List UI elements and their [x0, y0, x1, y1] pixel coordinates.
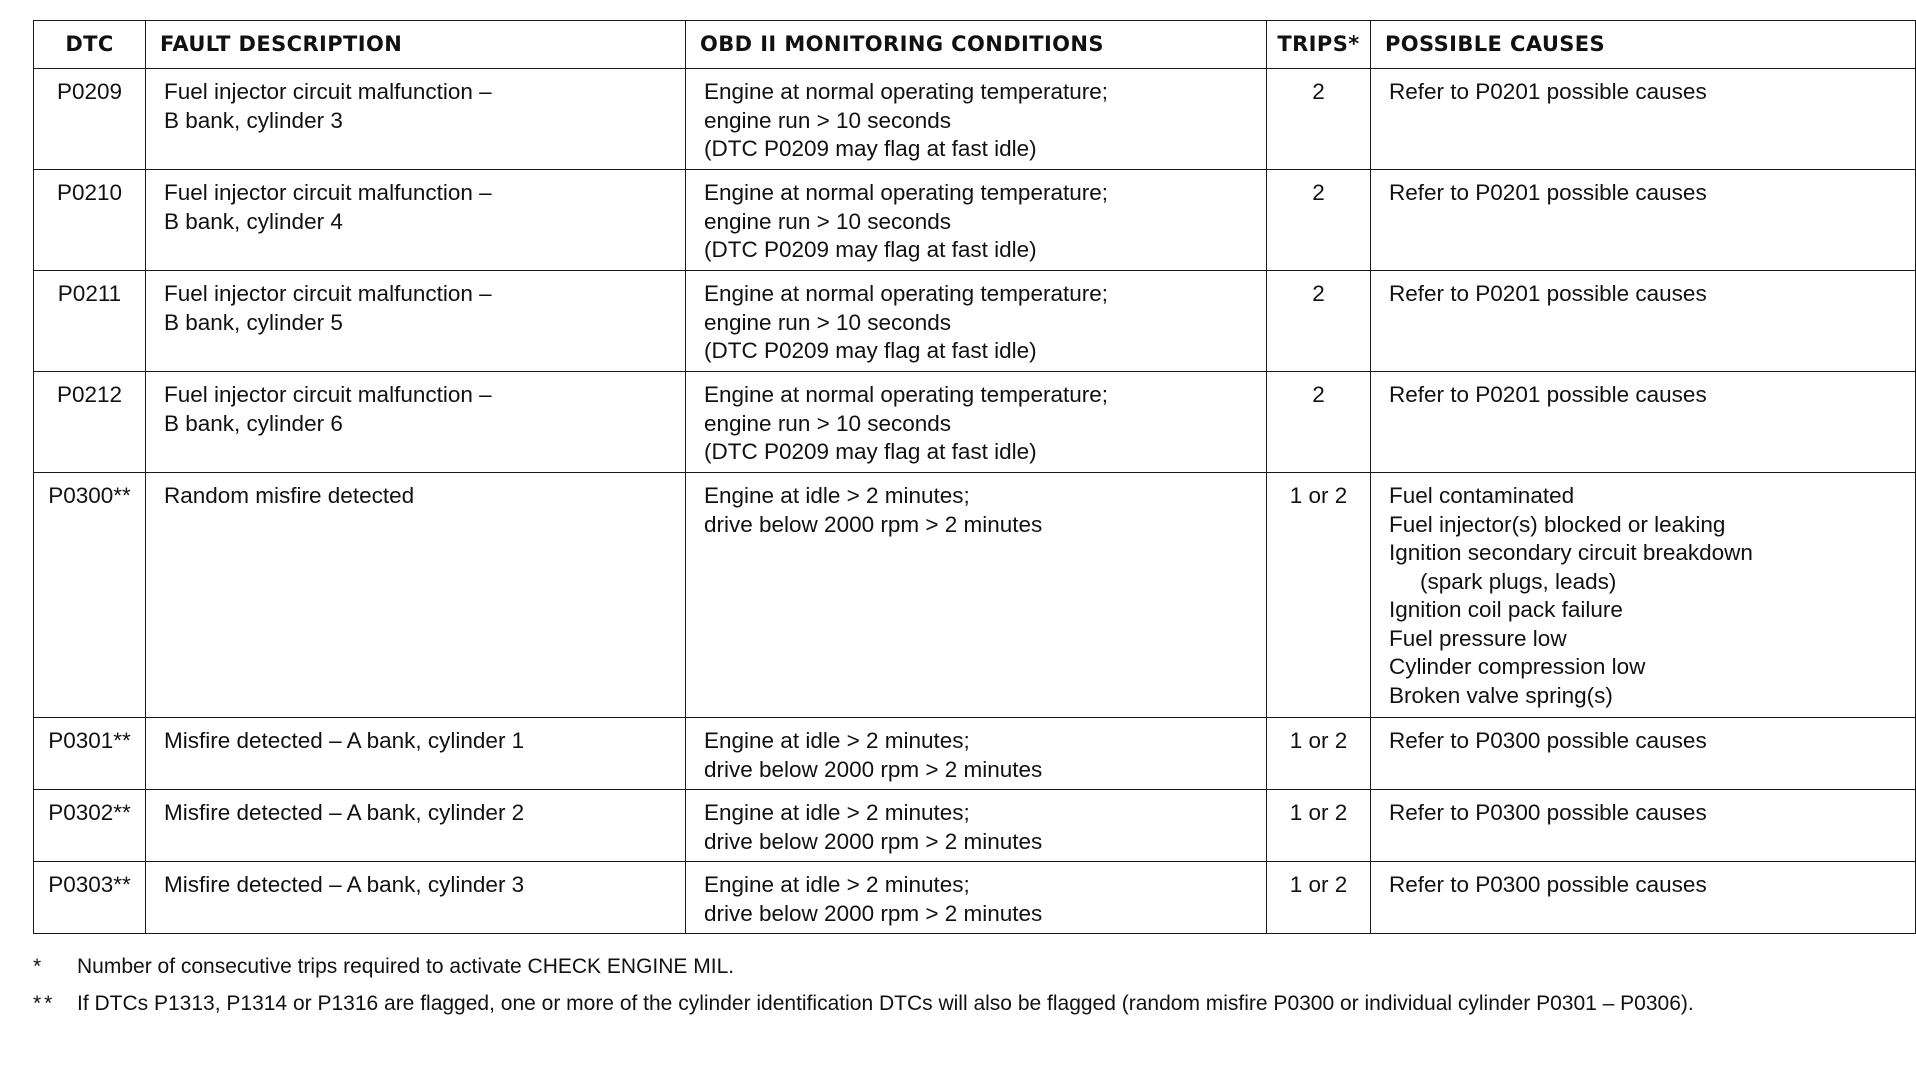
table-row [34, 372, 1916, 473]
fault-description-cell [146, 862, 686, 934]
table-row [34, 862, 1916, 934]
condition-line: (DTC P0209 may flag at fast idle) [704, 237, 1037, 262]
fault-line: Random misfire detected [164, 483, 415, 508]
table-row [34, 473, 1916, 718]
condition-line: drive below 2000 rpm > 2 minutes [704, 828, 1043, 854]
condition-line: drive below 2000 rpm > 2 minutes [704, 900, 1043, 926]
fault-line: Fuel injector circuit malfunction – [164, 382, 492, 407]
header-row [34, 21, 1916, 69]
trips-cell: 2 [1267, 170, 1371, 271]
trips-cell: 1 or 2 [1267, 790, 1371, 862]
condition-line: engine run > 10 seconds [704, 410, 952, 436]
condition-line: Engine at idle > 2 minutes; [704, 800, 970, 825]
cause-line: Ignition coil pack failure [1389, 597, 1623, 622]
header-dtc: DTC [34, 21, 146, 69]
dtc-table [33, 20, 1916, 934]
cause-line: Refer to P0300 possible causes [1389, 728, 1707, 753]
monitoring-conditions-cell [686, 718, 1267, 790]
fault-description-cell [146, 372, 686, 473]
cause-line: Broken valve spring(s) [1389, 682, 1613, 708]
fault-line: Fuel injector circuit malfunction – [164, 79, 492, 104]
trips-cell: 1 or 2 [1267, 862, 1371, 934]
fault-line: B bank, cylinder 3 [164, 107, 343, 133]
condition-line: engine run > 10 seconds [704, 309, 952, 335]
cause-line: Refer to P0201 possible causes [1389, 180, 1707, 205]
footnote-mark: ** [33, 992, 56, 1015]
trips-cell: 1 or 2 [1267, 718, 1371, 790]
dtc-code-cell: P0211 [34, 271, 146, 372]
possible-causes-cell [1371, 862, 1916, 934]
cause-line: Refer to P0201 possible causes [1389, 79, 1707, 104]
cause-line: Ignition secondary circuit breakdown [1389, 540, 1753, 565]
condition-line: drive below 2000 rpm > 2 minutes [704, 756, 1043, 782]
condition-line: drive below 2000 rpm > 2 minutes [704, 511, 1043, 537]
condition-line: (DTC P0209 may flag at fast idle) [704, 439, 1037, 464]
footnote-mark: * [33, 955, 45, 978]
cause-line: Fuel contaminated [1389, 483, 1575, 508]
fault-line: Fuel injector circuit malfunction – [164, 281, 492, 306]
monitoring-conditions-cell [686, 69, 1267, 170]
fault-description-cell [146, 69, 686, 170]
cause-line: Refer to P0300 possible causes [1389, 872, 1707, 897]
possible-causes-cell [1371, 69, 1916, 170]
monitoring-conditions-cell [686, 170, 1267, 271]
cause-line: Refer to P0201 possible causes [1389, 382, 1707, 407]
fault-description-cell [146, 790, 686, 862]
fault-line: Misfire detected – A bank, cylinder 3 [164, 872, 525, 897]
fault-description-cell [146, 473, 686, 718]
fault-description-cell [146, 170, 686, 271]
table-row [34, 718, 1916, 790]
header-monitoring-conditions: OBD II MONITORING CONDITIONS [686, 21, 1267, 69]
trips-cell: 2 [1267, 271, 1371, 372]
table-row [34, 271, 1916, 372]
fault-line: B bank, cylinder 6 [164, 410, 343, 436]
cause-line: Refer to P0201 possible causes [1389, 281, 1707, 306]
condition-line: Engine at normal operating temperature; [704, 79, 1108, 104]
monitoring-conditions-cell [686, 271, 1267, 372]
footnote-text: If DTCs P1313, P1314 or P1316 are flagged, one or more of the cylinder identification DTCs will also be flagged (random misfire P0300 or individual cylinder P0301 – P0306). [77, 992, 1694, 1015]
possible-causes-cell [1371, 170, 1916, 271]
trips-cell: 2 [1267, 69, 1371, 170]
header-possible-causes: POSSIBLE CAUSES [1371, 21, 1916, 69]
condition-line: (DTC P0209 may flag at fast idle) [704, 136, 1037, 161]
monitoring-conditions-cell [686, 862, 1267, 934]
condition-line: Engine at normal operating temperature; [704, 180, 1108, 205]
footnotes [33, 953, 1694, 1027]
fault-line: B bank, cylinder 4 [164, 208, 343, 234]
footnote-text: Number of consecutive trips required to activate CHECK ENGINE MIL. [77, 955, 735, 978]
cause-line: Cylinder compression low [1389, 654, 1646, 679]
condition-line: (DTC P0209 may flag at fast idle) [704, 338, 1037, 363]
cause-line: Refer to P0300 possible causes [1389, 800, 1707, 825]
fault-line: B bank, cylinder 5 [164, 309, 343, 335]
dtc-code-cell: P0300** [34, 473, 146, 718]
condition-line: engine run > 10 seconds [704, 208, 952, 234]
header-fault-description: FAULT DESCRIPTION [146, 21, 686, 69]
footnote-double-asterisk [33, 990, 1694, 1018]
possible-causes-cell [1371, 473, 1916, 718]
trips-cell: 1 or 2 [1267, 473, 1371, 718]
condition-line: Engine at normal operating temperature; [704, 281, 1108, 306]
condition-line: Engine at idle > 2 minutes; [704, 728, 970, 753]
cause-line: Fuel injector(s) blocked or leaking [1389, 511, 1726, 537]
monitoring-conditions-cell [686, 790, 1267, 862]
possible-causes-cell [1371, 790, 1916, 862]
fault-description-cell [146, 271, 686, 372]
condition-line: engine run > 10 seconds [704, 107, 952, 133]
header-trips: TRIPS* [1267, 21, 1371, 69]
fault-line: Fuel injector circuit malfunction – [164, 180, 492, 205]
cause-line: (spark plugs, leads) [1420, 568, 1617, 594]
dtc-code-cell: P0301** [34, 718, 146, 790]
fault-line: Misfire detected – A bank, cylinder 1 [164, 728, 525, 753]
table-row [34, 790, 1916, 862]
table-row [34, 69, 1916, 170]
table-row [34, 170, 1916, 271]
fault-description-cell [146, 718, 686, 790]
monitoring-conditions-cell [686, 473, 1267, 718]
monitoring-conditions-cell [686, 372, 1267, 473]
fault-line: Misfire detected – A bank, cylinder 2 [164, 800, 525, 825]
cause-line: Fuel pressure low [1389, 625, 1567, 651]
condition-line: Engine at idle > 2 minutes; [704, 872, 970, 897]
possible-causes-cell [1371, 372, 1916, 473]
trips-cell: 2 [1267, 372, 1371, 473]
dtc-code-cell: P0302** [34, 790, 146, 862]
dtc-code-cell: P0210 [34, 170, 146, 271]
dtc-code-cell: P0209 [34, 69, 146, 170]
condition-line: Engine at idle > 2 minutes; [704, 483, 970, 508]
document-page [33, 20, 1915, 934]
dtc-code-cell: P0212 [34, 372, 146, 473]
possible-causes-cell [1371, 718, 1916, 790]
dtc-code-cell: P0303** [34, 862, 146, 934]
footnote-single-asterisk [33, 953, 1694, 981]
condition-line: Engine at normal operating temperature; [704, 382, 1108, 407]
possible-causes-cell [1371, 271, 1916, 372]
